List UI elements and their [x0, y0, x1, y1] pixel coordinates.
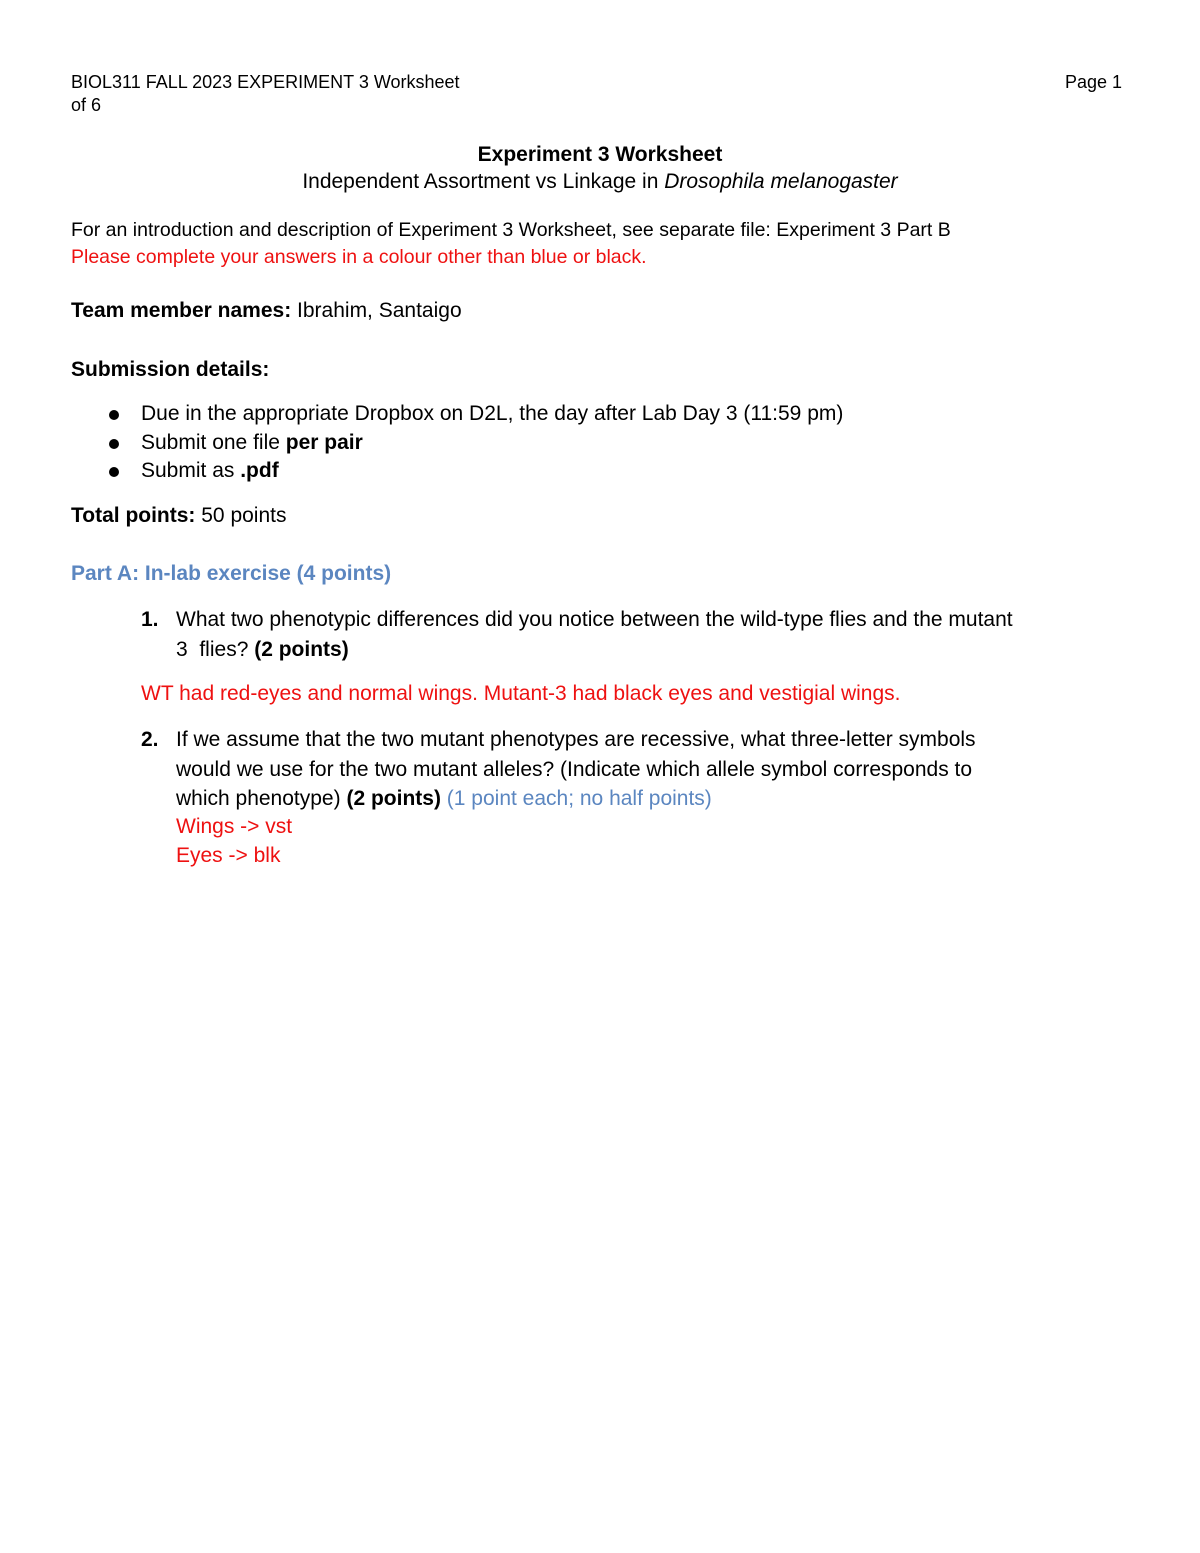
question-points: (2 points) [346, 787, 441, 810]
question-points-note: (1 point each; no half points) [440, 787, 712, 810]
team-members [71, 298, 462, 324]
bullet-bold-text: .pdf [240, 459, 279, 482]
list-item [71, 400, 843, 429]
bullet-text: Due in the appropriate Dropbox on D2L, the day after Lab Day 3 (11:59 pm) [141, 402, 844, 425]
list-item [71, 457, 843, 486]
question-text [176, 605, 1126, 664]
document-title: Experiment 3 Worksheet [477, 143, 723, 166]
question-text [176, 725, 1126, 814]
question-line [176, 635, 1126, 665]
question-number: 2. [141, 728, 159, 751]
bullet-text: Submit one file [141, 430, 286, 454]
question-line [176, 784, 1126, 814]
answer-2-wings: Wings -> vst [176, 815, 293, 838]
question-number: 1. [141, 608, 159, 631]
part-a-heading: Part A: In-lab exercise (4 points) [71, 562, 392, 585]
bullet-icon [109, 467, 119, 477]
header-course-title: BIOL311 FALL 2023 EXPERIMENT 3 Worksheet [71, 72, 460, 92]
question-line: would we use for the two mutant alleles? (Indicate which allele symbol corresponds to [176, 757, 973, 781]
question-line-text: 3 flies? [176, 637, 255, 661]
question-line: If we assume that the two mutant phenotypes are recessive, what three-letter symbols [176, 728, 976, 751]
total-label: Total points: [71, 504, 196, 527]
question-line-text: which phenotype) [176, 787, 347, 810]
header-page-number: Page 1 [1065, 72, 1123, 92]
document-subtitle [0, 168, 1200, 196]
submission-heading: Submission details: [71, 358, 270, 381]
question-2 [141, 725, 1126, 814]
header-page-total: of 6 [71, 95, 102, 115]
subtitle-text: Independent Assortment vs Linkage in [302, 170, 665, 193]
list-item [71, 429, 843, 458]
bullet-icon [109, 439, 119, 449]
team-label: Team member names: [71, 299, 292, 322]
intro-paragraph: For an introduction and description of Experiment 3 Worksheet, see separate file: Experiment 3 Part B [71, 219, 951, 241]
answer-2-eyes: Eyes -> blk [176, 844, 281, 867]
bullet-text: Submit as [141, 459, 241, 482]
submission-list [71, 400, 843, 486]
bullet-bold-text: per pair [285, 430, 363, 454]
question-points: (2 points) [254, 637, 349, 661]
answer-1: WT had red-eyes and normal wings. Mutant-3 had black eyes and vestigial wings. [141, 682, 901, 705]
total-value: 50 points [195, 504, 287, 527]
instruction-note: Please complete your answers in a colour other than blue or black. [71, 246, 647, 268]
total-points [71, 503, 287, 529]
question-line: What two phenotypic differences did you notice between the wild-type flies and the mutant [176, 608, 1013, 631]
subtitle-species: Drosophila melanogaster [664, 170, 898, 193]
page-header [71, 71, 460, 117]
question-1 [141, 605, 1126, 664]
team-value: Ibrahim, Santaigo [291, 299, 462, 322]
bullet-icon [109, 410, 119, 420]
